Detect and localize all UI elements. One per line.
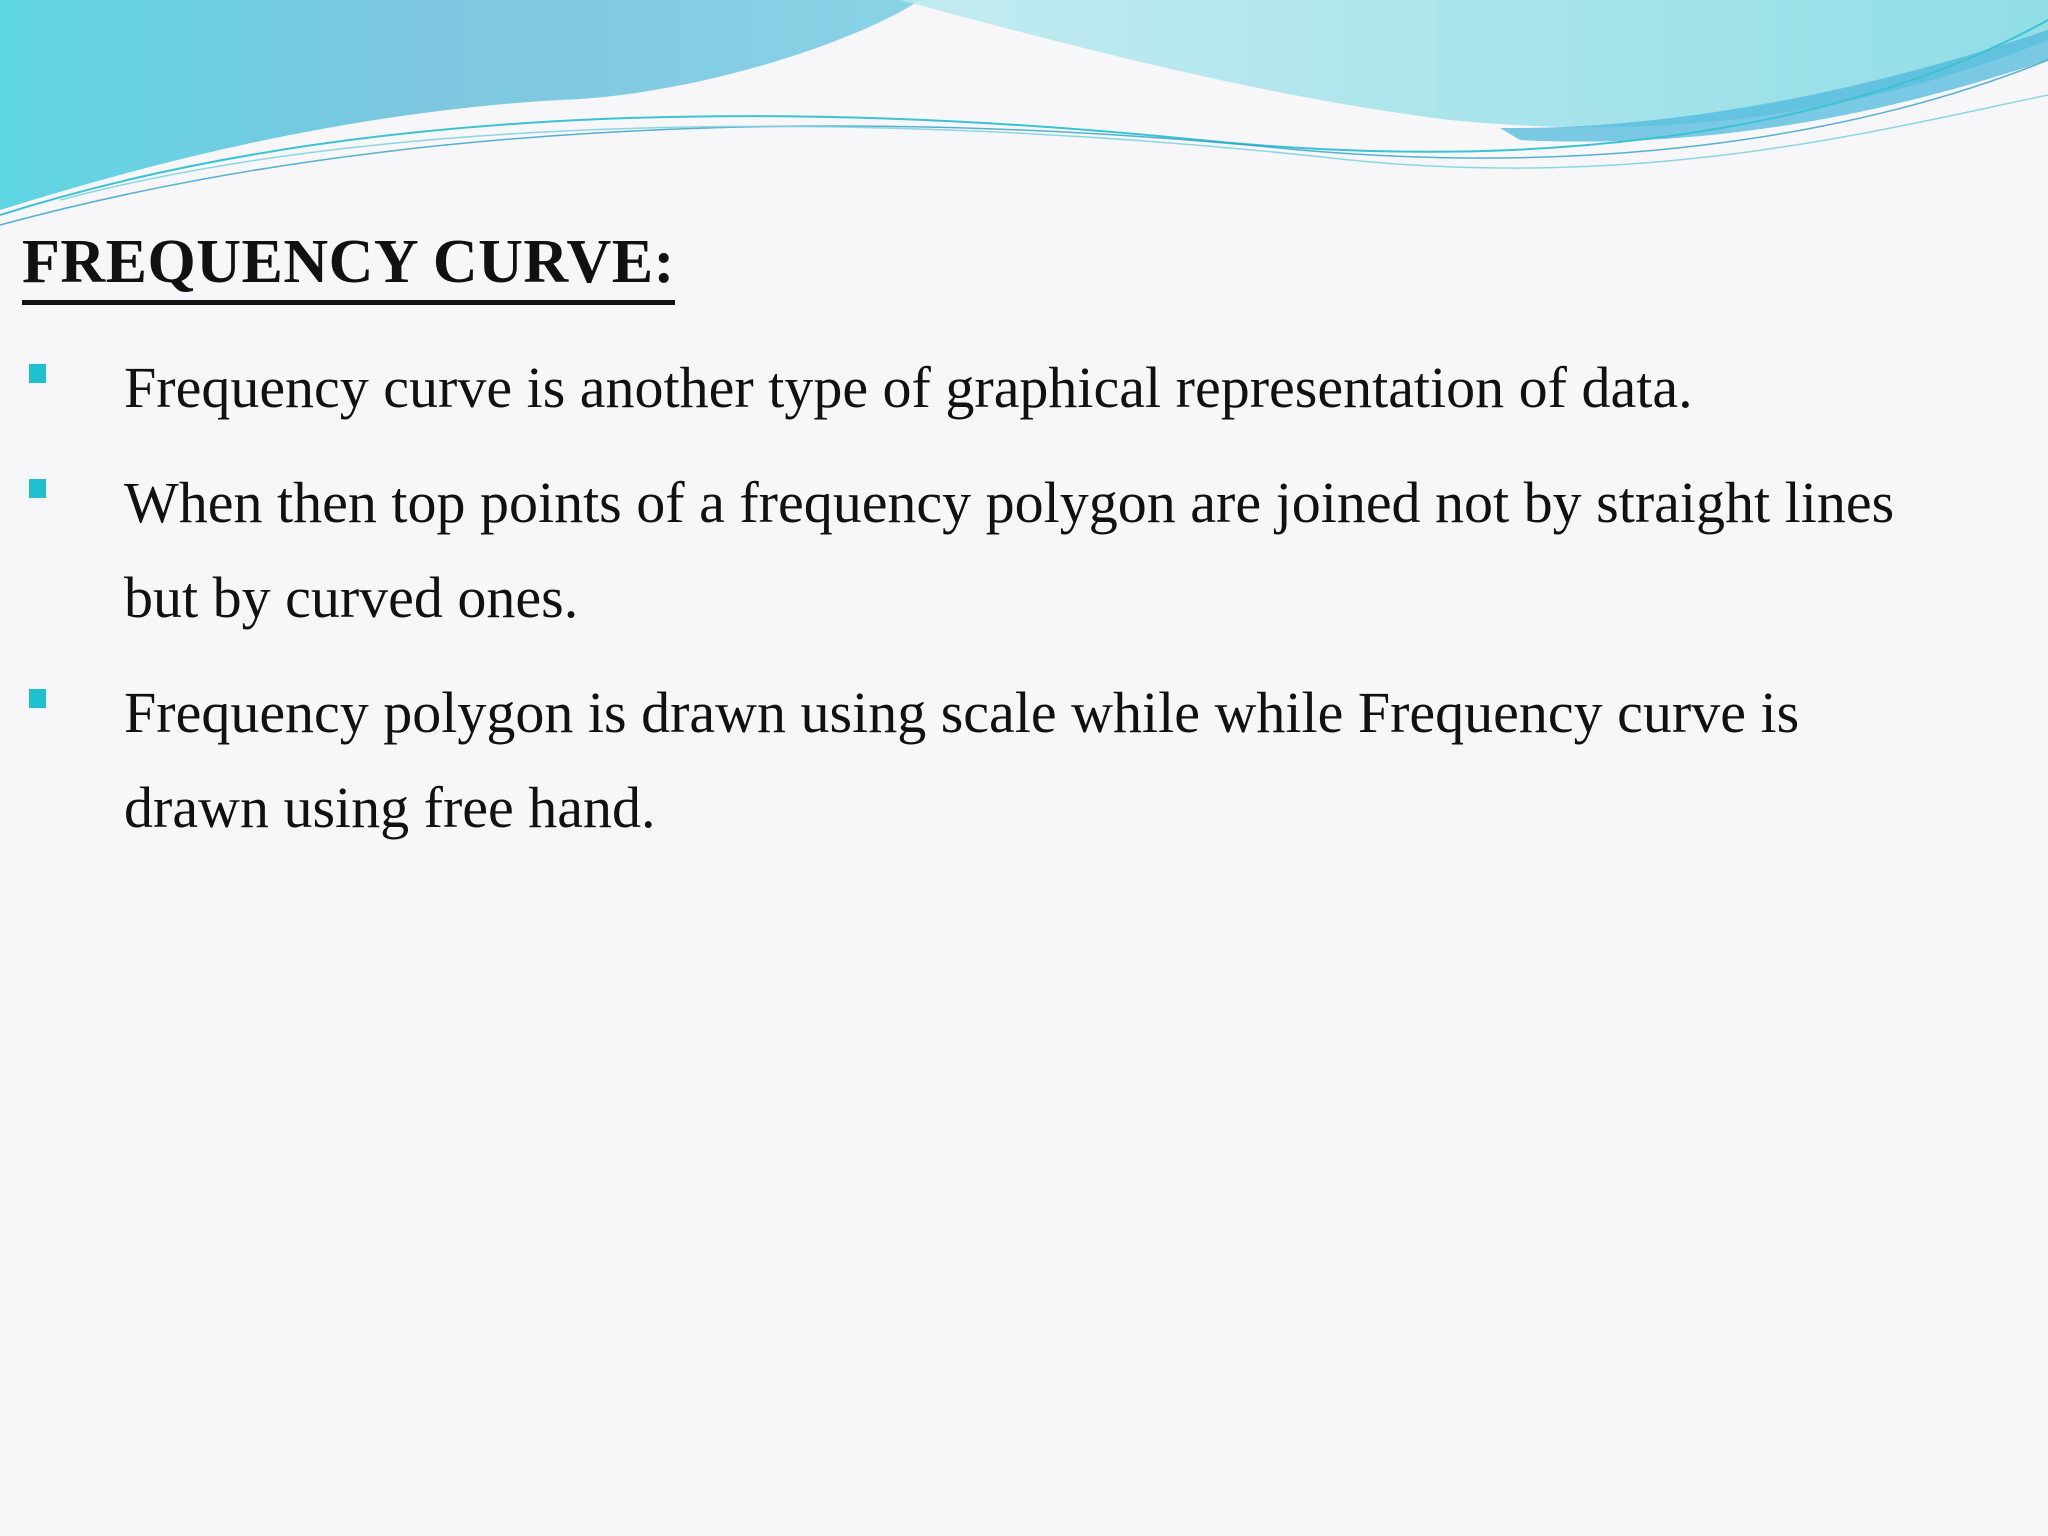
square-bullet-icon [29,479,46,498]
bullet-item [0,340,2048,435]
bullet-item [0,455,2048,645]
square-bullet-icon [29,364,46,383]
bullet-text: When then top points of a frequency polygon are joined not by straight lines but by curved ones. [124,470,1895,630]
bullet-list [0,340,2048,875]
wave-header-decoration [0,0,2048,240]
bullet-item [0,665,2048,855]
square-bullet-icon [29,689,46,708]
slide-title: FREQUENCY CURVE: [22,226,675,305]
bullet-text: Frequency polygon is drawn using scale while while Frequency curve is drawn using free hand. [124,680,1800,840]
bullet-text: Frequency curve is another type of graphical representation of data. [124,355,1693,420]
